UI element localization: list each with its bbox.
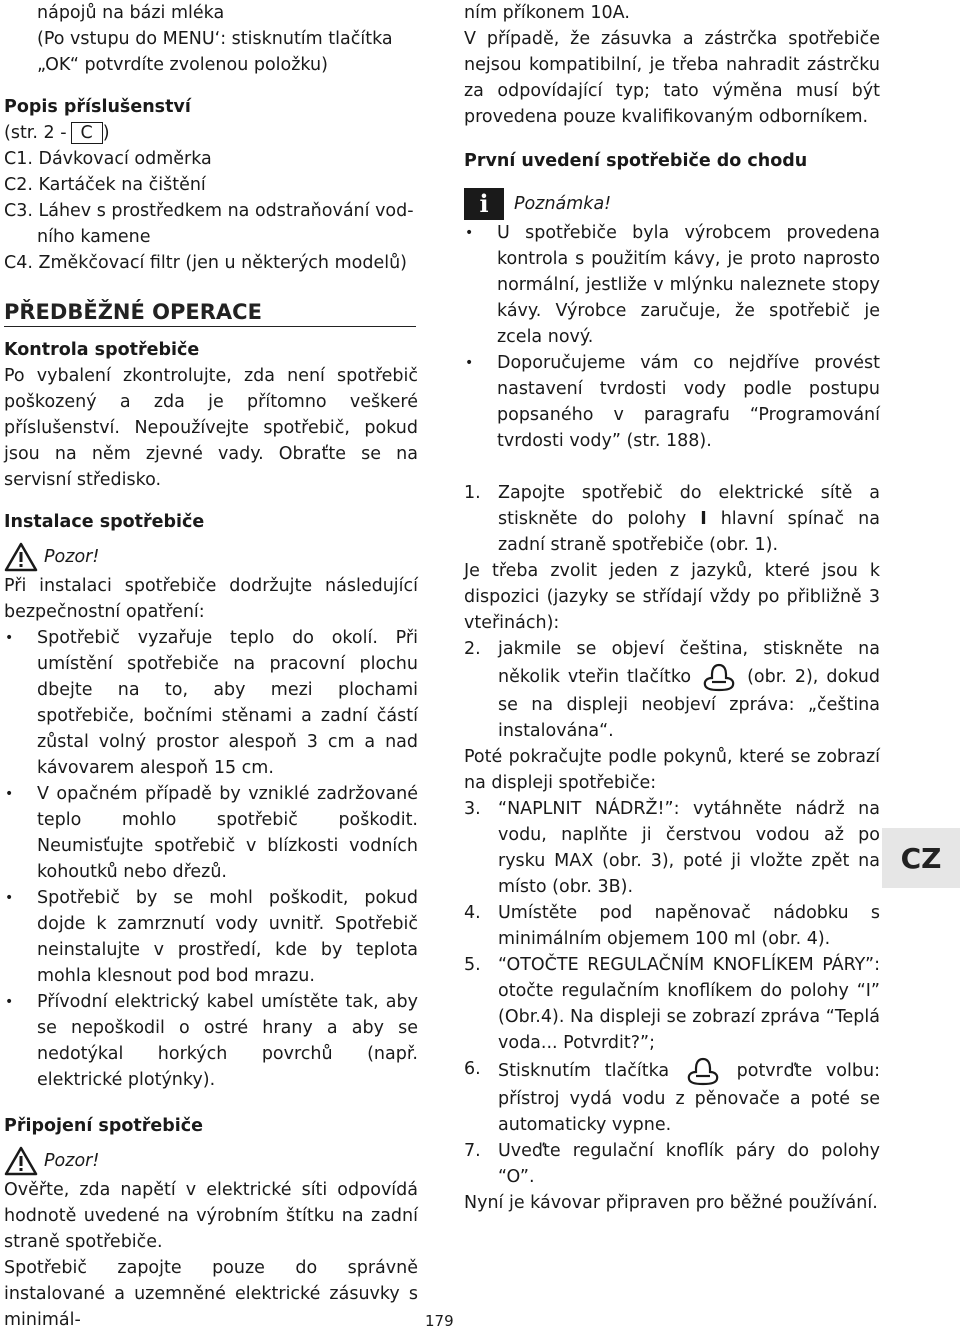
step1-text-b: hlavní spínač na zadní straně spotřebiče (obr. 1). — [498, 509, 880, 555]
connect-title: Připojení spotřebiče — [4, 1116, 204, 1136]
step-item — [464, 900, 880, 952]
note-bullet: • U spotřebiče byla výrobcem provedena kontrola s použitím kávy, je proto naprosto normální, jestliže v mlýnku naleznete stopy kávy. Výrobce zaručuje, že spotřebič je zcela nový. — [464, 220, 880, 350]
cont-text-2: V případě, že zásuvka a zástrčka spotřebiče nejsou kompatibilní, je třeba nahradit zástrčku za odpovídající typ; tato výměna musí být provedena pouze kvalifikovaným odborníkem. — [464, 29, 880, 127]
step1-text-a: Zapojte spotřebič do elektrické sítě a stiskněte do polohy — [498, 483, 880, 529]
step-item — [464, 636, 880, 744]
info-icon: i — [464, 188, 504, 220]
note-header — [464, 188, 880, 220]
step-number: 7. — [464, 1141, 481, 1161]
step-item — [464, 480, 880, 558]
install-bullets — [4, 625, 418, 1093]
steps-list-a — [464, 480, 880, 558]
install-title: Instalace spotřebiče — [4, 512, 205, 532]
accessory-item: C4. Změkčovací filtr (jen u některých modelů) — [4, 253, 407, 273]
first-use-title: První uvedení spotřebiče do chodu — [464, 151, 808, 171]
step-number: 4. — [464, 903, 481, 923]
install-bullet: • Přívodní elektrický kabel umístěte tak, aby se nepoškodil o ostré hrany a aby se nedotýkal horkých povrchů (např. elektrické plotýnky). — [4, 989, 418, 1093]
accessories-ref-box: C — [71, 122, 103, 144]
steps-list-c — [464, 796, 880, 1190]
accessories-ref — [4, 120, 418, 146]
install-bullet: • Spotřebič by se mohl poškodit, pokud dojde k zamrznutí vody uvnitř. Spotřebič neinstalujte v prostředí, kde by teplota mohla klesnout pod bod mrazu. — [4, 885, 418, 989]
install-intro: Při instalaci spotřebiče dodržujte následující bezpečnostní opatření: — [4, 576, 418, 622]
connect-text-1: Ověřte, zda napětí v elektrické síti odpovídá hodnotě uvedené na výrobním štítku na zadní straně spotřebiče. — [4, 1180, 418, 1252]
step-text: “NAPLNIT NÁDRŽ!”: vytáhněte nádrž na vodu, naplňte ji čerstvou vodou až po rysku MAX (obr. 3), poté ji vložte zpět na místo (obr. 3B). — [498, 799, 880, 897]
steps-list-b — [464, 636, 880, 744]
top-line-1: nápojů na bázi mléka — [37, 3, 225, 23]
note-label: Poznámka! — [514, 194, 612, 214]
warning-label: Pozor! — [44, 1151, 100, 1171]
step7-text: Uveďte regulační knoflík páry do polohy “O”. — [498, 1141, 880, 1187]
final-text: Nyní je kávovar připraven pro běžné používání. — [464, 1193, 878, 1213]
connect-text-2: Spotřebič zapojte pouze do správně instalované a uzemněné elektrické zásuvky s minimál- — [4, 1258, 418, 1330]
section-title: PŘEDBĚŽNÉ OPERACE — [4, 298, 416, 327]
accessory-item: C2. Kartáček na čištění — [4, 175, 206, 195]
check-title: Kontrola spotřebiče — [4, 340, 200, 360]
install-bullet: • V opačném případě by vzniklé zadržované teplo mohlo spotřebič poškodit. Neumisťujte spotřebič v blízkosti vodních kohoutků nebo dřezů. — [4, 781, 418, 885]
accessories-title: Popis příslušenství — [4, 97, 191, 117]
install-bullet: • Spotřebič vyzařuje teplo do okolí. Při umístění spotřebiče na pracovní plochu dbejte na to, aby mezi plochami spotřebiče, bočními stěnami a zadní částí zůstal volný prostor alespoň 3 cm a nad kávovarem alespoň 15 cm. — [4, 625, 418, 781]
connect-warning — [4, 1145, 418, 1177]
accessory-item: C1. Dávkovací odměrka — [4, 149, 212, 169]
step2-text-a: jakmile se objeví čeština, stiskněte na několik vteřin tlačítko — [498, 639, 880, 687]
accessory-item-cont: ního kamene — [37, 227, 151, 247]
step-text: “OTOČTE REGULAČNÍM KNOFLÍKEM PÁRY”: otočte regulačním knoflíkem do polohy “I” (Obr.4). Na displeji se zobrazí zpráva “Teplá voda... Potvrdit?”; — [498, 955, 880, 1053]
switch-symbol: I — [700, 509, 707, 529]
step6-text-b: potvrďte volbu: přístroj vydá vodu z pěnovače a poté se automaticky vypne. — [498, 1061, 880, 1135]
accessories-ref-prefix: (str. 2 - — [4, 123, 67, 143]
right-column — [464, 0, 880, 1216]
step-item — [464, 796, 880, 900]
step-number: 5. — [464, 955, 481, 975]
warning-triangle-icon — [4, 542, 38, 572]
accessory-item: C3. Láhev s prostředkem na odstraňování vod- — [4, 201, 414, 221]
cont-text-1: ním příkonem 10A. — [464, 3, 630, 23]
accessories-ref-suffix: ) — [102, 123, 110, 143]
step-number: 2. — [464, 639, 481, 659]
step-text: Umístěte pod napěnovač nádobku s minimálním objemem 100 ml (obr. 4). — [498, 903, 880, 949]
step2-text-b: (obr. 2), dokud se na displeji neobjeví zpráva: „čeština instalována“. — [498, 667, 880, 741]
steam-button-icon — [683, 1056, 723, 1086]
top-line-2: (Po vstupu do MENU‘: stisknutím tlačítka — [37, 29, 393, 49]
left-column — [4, 0, 418, 1333]
step-item — [464, 1056, 880, 1138]
install-warning — [4, 541, 418, 573]
language-tab: CZ — [882, 828, 960, 888]
step-number: 6. — [464, 1059, 481, 1079]
warning-label: Pozor! — [44, 547, 100, 567]
step-item — [464, 1138, 880, 1190]
note-bullet: • Doporučujeme vám co nejdříve provést nastavení tvrdosti vody podle postupu popsaného v paragrafu “Programování tvrdosti vody” (str. 188). — [464, 350, 880, 454]
page-number: 179 — [425, 1312, 454, 1330]
step-number: 3. — [464, 799, 481, 819]
step-number: 1. — [464, 483, 481, 503]
check-text: Po vybalení zkontrolujte, zda není spotřebič poškozený a zda je přítomno veškeré příslušenství. Nepoužívejte spotřebič, pokud jsou na něm zjevné vady. Obraťte se na servisní středisko. — [4, 366, 418, 490]
steam-button-icon — [699, 662, 739, 692]
warning-triangle-icon — [4, 1146, 38, 1176]
note-bullets — [464, 220, 880, 454]
lang-text: Je třeba zvolit jeden z jazyků, které jsou k dispozici (jazyky se střídají vždy po přibližně 3 vteřinách): — [464, 561, 880, 633]
top-line-3: „OK“ potvrdíte zvolenou položku) — [37, 55, 328, 75]
step-item — [464, 952, 880, 1056]
step6-text-a: Stisknutím tlačítka — [498, 1061, 670, 1081]
continue-text: Poté pokračujte podle pokynů, které se zobrazí na displeji spotřebiče: — [464, 747, 880, 793]
